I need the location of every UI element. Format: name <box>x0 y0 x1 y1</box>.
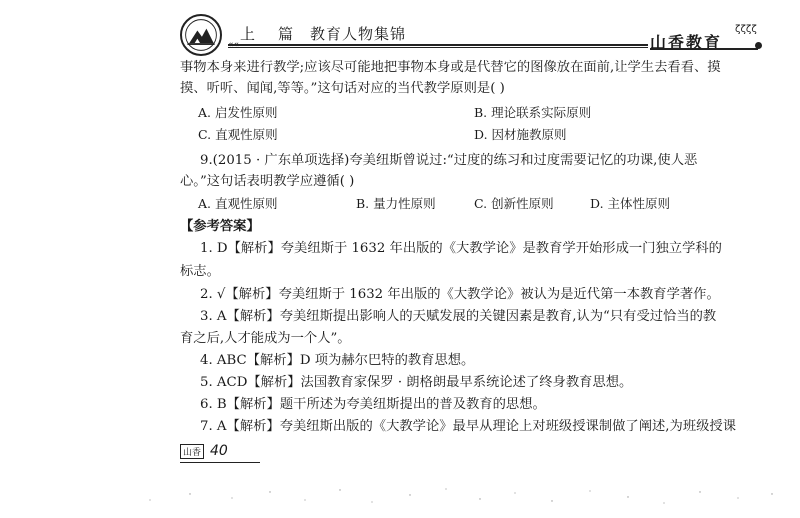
q8-option-a: A. 启发性原则 <box>198 105 278 120</box>
brand-name: 山香教育 <box>650 33 723 52</box>
q9-line: 心。”这句话表明教学应遵循( ) <box>180 174 355 189</box>
answer-line: 标志。 <box>180 264 220 279</box>
text-line: 事物本身来进行教学;应该尽可能地把事物本身或是代替它的图像放在面前,让学生去看看、摸 <box>180 60 721 75</box>
header-title <box>240 23 406 44</box>
page-footer <box>180 443 228 459</box>
footer-rule <box>180 462 260 463</box>
brand-rule <box>650 48 758 50</box>
answers-heading: 【参考答案】 <box>180 219 260 234</box>
q8-option-c: C. 直观性原则 <box>198 127 278 142</box>
answer-line: 3. A【解析】夸美纽斯提出影响人的天赋发展的关键因素是教育,认为“只有受过恰当的教 <box>200 309 717 324</box>
answer-line: 育之后,人才能成为一个人”。 <box>180 331 351 346</box>
answer-line: 1. D【解析】夸美纽斯于 1632 年出版的《大教学论》是教育学开始形成一门独立学科的 <box>200 241 722 256</box>
footer-tag: 山香 <box>180 444 204 459</box>
q9-option-c: C. 创新性原则 <box>474 196 554 211</box>
q8-option-b: B. 理论联系实际原则 <box>474 105 592 120</box>
mountain-logo-icon <box>180 14 222 56</box>
header-section-title: 教育人物集锦 <box>310 25 407 43</box>
q9-option-a: A. 直观性原则 <box>198 196 278 211</box>
header-chapter: 篇 <box>278 25 295 43</box>
q8-option-d: D. 因材施教原则 <box>474 127 567 142</box>
q9-option-b: B. 量力性原则 <box>356 196 436 211</box>
q9-option-d: D. 主体性原则 <box>590 196 671 211</box>
answer-line: 7. A【解析】夸美纽斯出版的《大教学论》最早从理论上对班级授课制做了阐述,为班级授课 <box>200 419 737 434</box>
answer-line: 6. B【解析】题干所述为夸美纽斯提出的普及教育的思想。 <box>200 397 546 412</box>
brand-decoration: ζζζζ <box>735 24 757 35</box>
header-rule <box>228 44 648 46</box>
scan-noise <box>0 480 800 518</box>
header-part: 上 <box>240 25 257 43</box>
page-number: 40 <box>210 443 228 459</box>
answer-line: 4. ABC【解析】D 项为赫尔巴特的教育思想。 <box>200 353 475 368</box>
header-rule-thin <box>228 47 648 48</box>
answer-line: 5. ACD【解析】法国教育家保罗 · 朗格朗最早系统论述了终身教育思想。 <box>200 375 633 390</box>
text-line: 摸、听听、闻闻,等等。”这句话对应的当代教学原则是( ) <box>180 81 505 96</box>
answer-line: 2. √【解析】夸美纽斯于 1632 年出版的《大教学论》被认为是近代第一本教育学著作。 <box>200 287 720 302</box>
q9-line: 9.(2015 · 广东单项选择)夸美纽斯曾说过:“过度的练习和过度需要记忆的功课,使人恶 <box>200 153 698 168</box>
brand-dot-icon <box>755 42 762 49</box>
header-arrows: «« <box>228 40 240 50</box>
